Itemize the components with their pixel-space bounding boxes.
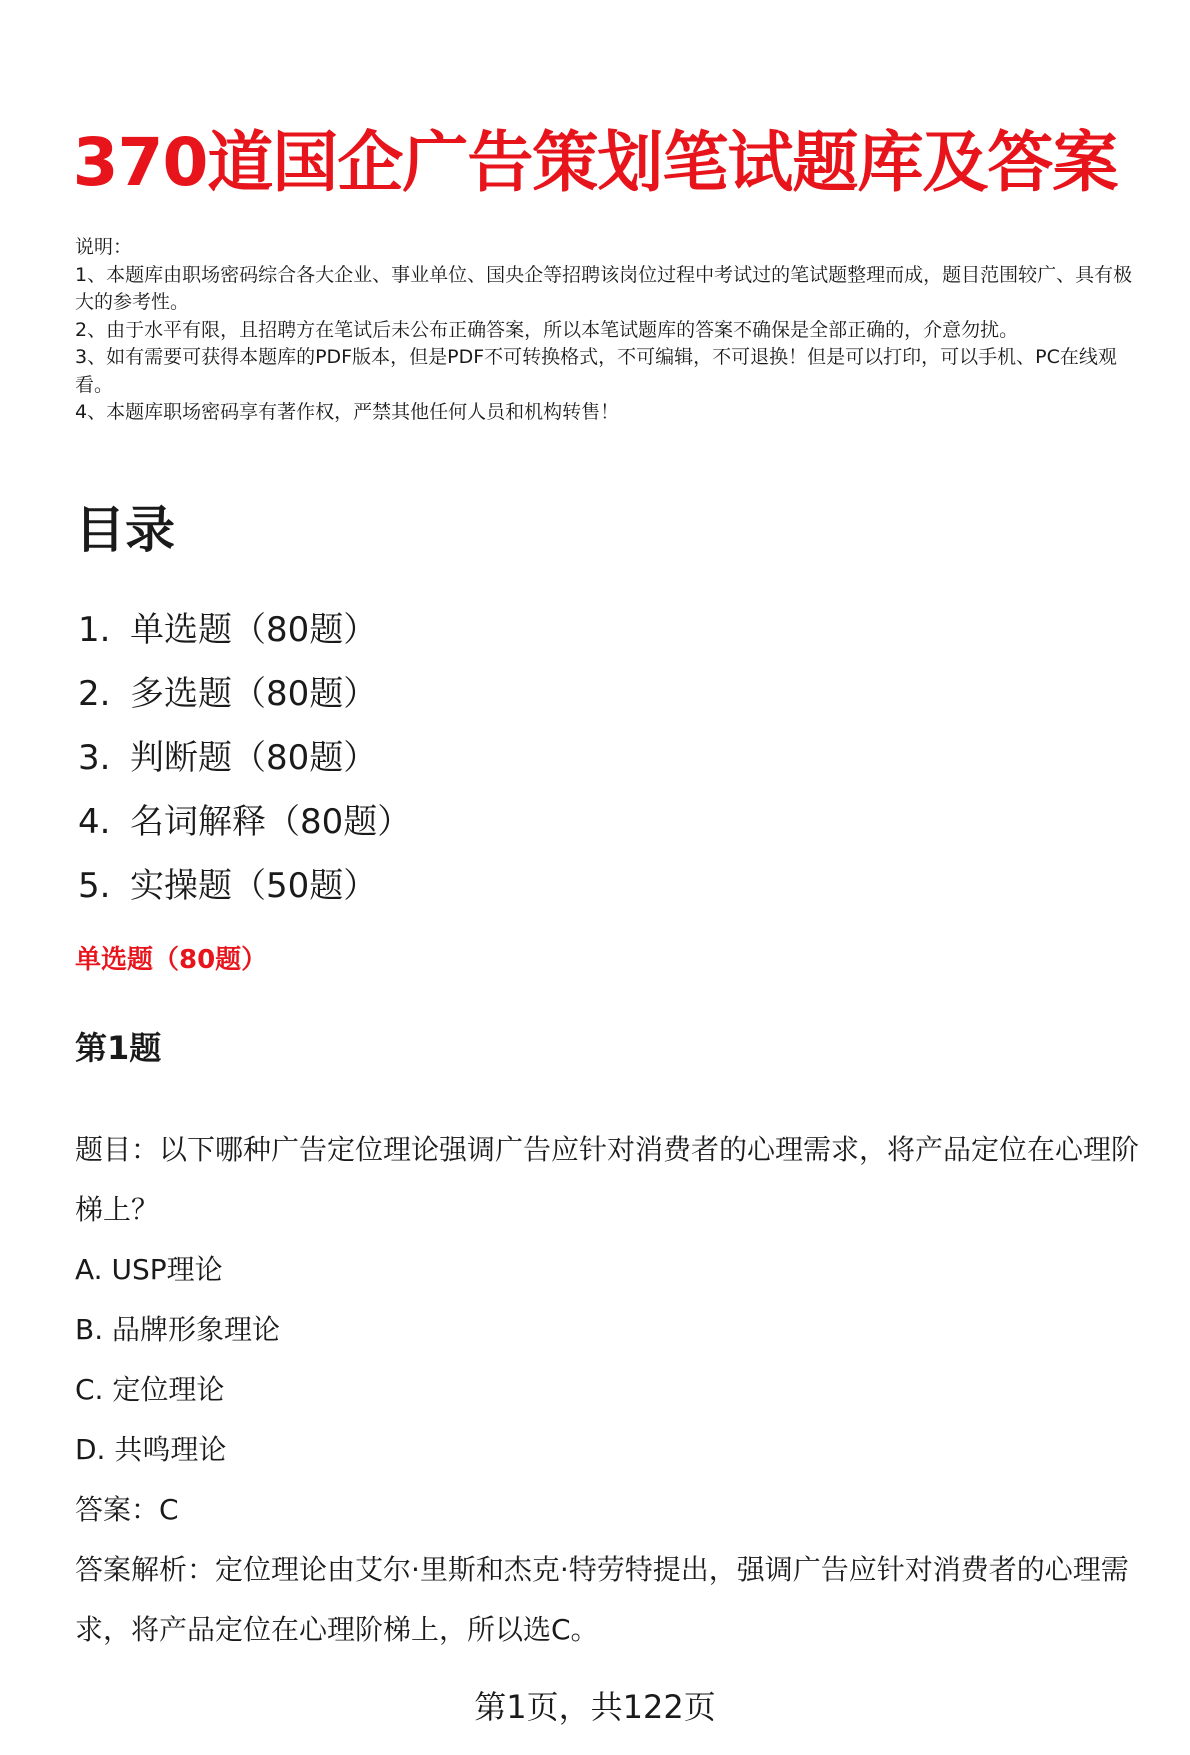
toc-item-number: 3. — [78, 738, 111, 778]
page-footer: 第1页，共122页 — [474, 1688, 716, 1726]
toc-item-label: 名词解释（80题） — [130, 802, 412, 842]
notes-heading: 说明： — [75, 236, 133, 258]
note-item: 1、本题库由职场密码综合各大企业、事业单位、国央企等招聘该岗位过程中考试过的笔试题整理而成，题目范围较广、具有极大的参考性。 — [75, 263, 1133, 313]
toc-item[interactable] — [78, 854, 411, 918]
question-body — [75, 1120, 1165, 1660]
toc-item-label: 多选题（80题） — [130, 674, 378, 714]
section-title: 单选题（80题） — [75, 945, 268, 975]
option-c: C. 定位理论 — [75, 1373, 225, 1406]
question-stem: 题目：以下哪种广告定位理论强调广告应针对消费者的心理需求，将产品定位在心理阶梯上？ — [75, 1133, 1140, 1226]
note-item: 2、由于水平有限，且招聘方在笔试后未公布正确答案，所以本笔试题库的答案不确保是全部正确的，介意勿扰。 — [75, 318, 1019, 341]
toc-item[interactable] — [78, 790, 411, 854]
notes-block — [75, 234, 1150, 427]
toc-item-number: 2. — [78, 674, 111, 714]
toc-item-label: 单选题（80题） — [130, 610, 378, 650]
option-d: D. 共鸣理论 — [75, 1433, 227, 1466]
toc-list — [78, 598, 411, 918]
document-title: 370道国企广告策划笔试题库及答案 — [72, 124, 1118, 201]
toc-item-label: 实操题（50题） — [130, 866, 378, 906]
option-a: A. USP理论 — [75, 1253, 223, 1286]
toc-title: 目录 — [75, 501, 175, 559]
toc-item-number: 4. — [78, 802, 111, 842]
answer-analysis: 答案解析：定位理论由艾尔·里斯和杰克·特劳特提出，强调广告应针对消费者的心理需求，将产品定位在心理阶梯上，所以选C。 — [75, 1553, 1129, 1646]
note-item: 3、如有需要可获得本题库的PDF版本，但是PDF不可转换格式，不可编辑，不可退换！但是可以打印，可以手机、PC在线观看。 — [75, 346, 1117, 396]
note-item: 4、本题库职场密码享有著作权，严禁其他任何人员和机构转售！ — [75, 401, 620, 423]
toc-item[interactable] — [78, 598, 411, 662]
toc-item-number: 1. — [78, 610, 111, 650]
question-number: 第1题 — [75, 1029, 162, 1067]
answer: 答案：C — [75, 1493, 179, 1526]
toc-item-number: 5. — [78, 866, 111, 906]
toc-item-label: 判断题（80题） — [130, 738, 378, 778]
toc-item[interactable] — [78, 726, 411, 790]
toc-item[interactable] — [78, 662, 411, 726]
option-b: B. 品牌形象理论 — [75, 1313, 281, 1346]
